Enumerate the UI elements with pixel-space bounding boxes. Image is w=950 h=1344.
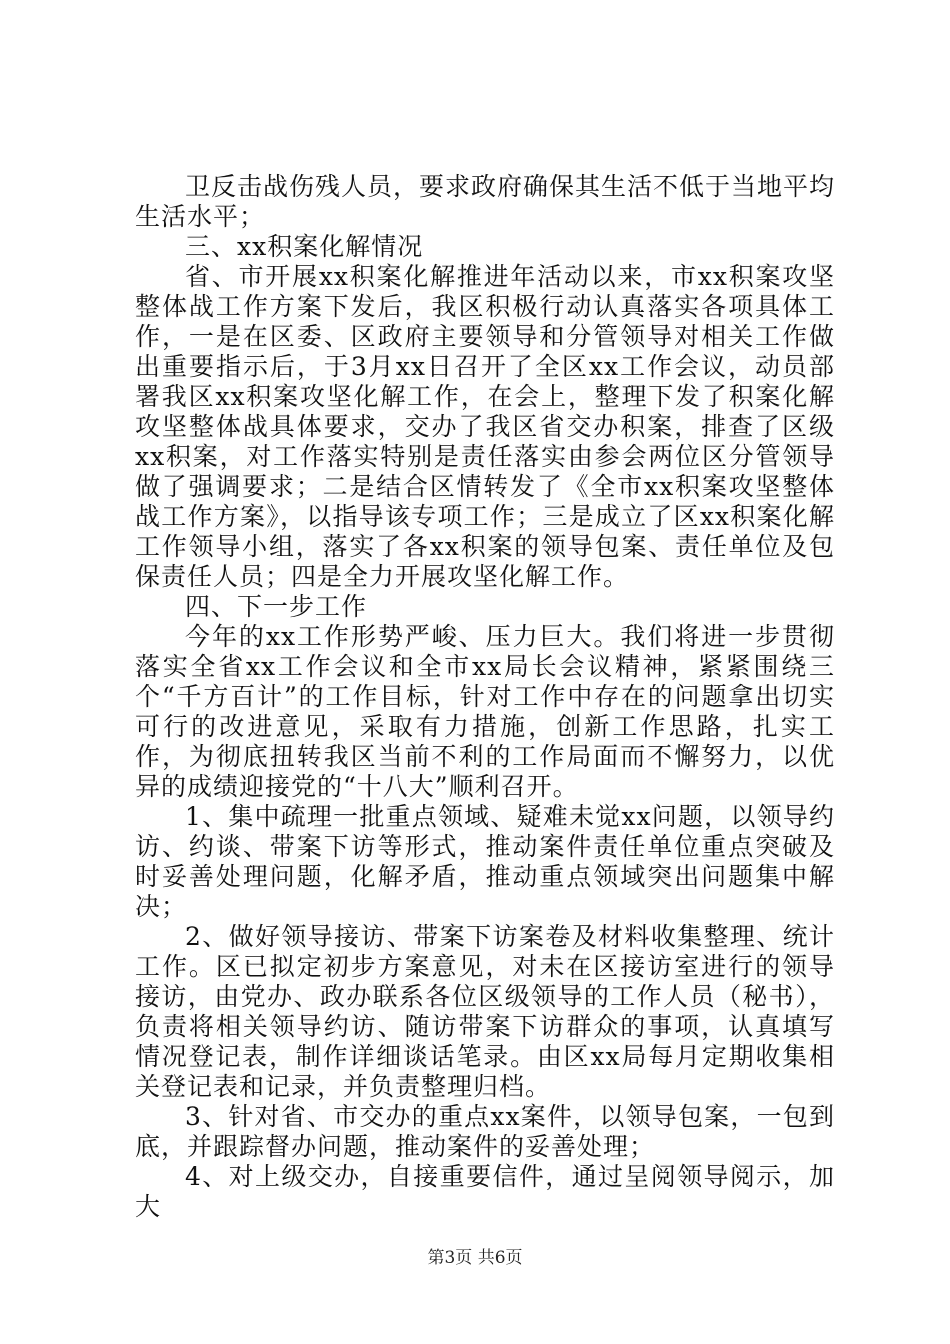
list-item-2: 2、做好领导接访、带案下访案卷及材料收集整理、统计工作。区已拟定初步方案意见，对未在区接访室进行的领导接访，由党办、政办联系各位区级领导的工作人员（秘书），负责将相关领导约访、随访带案下访群众的事项，认真填写情况登记表，制作详细谈话笔录。由区xx局每月定期收集相关登记表和记录，并负责整理归档。 [135,922,835,1101]
paragraph-backlog-cases: 省、市开展xx积案化解推进年活动以来，市xx积案攻坚整体战工作方案下发后，我区积极行动认真落实各项具体工作，一是在区委、区政府主要领导和分管领导对相关工作做出重要指示后，于3月xx日召开了全区xx工作会议，动员部署我区xx积案攻坚化解工作，在会上，整理下发了积案化解攻坚整体战具体要求，交办了我区省交办积案，排查了区级xx积案，对工作落实特别是责任落实由参会两位区分管领导做了强调要求；二是结合区情转发了《全市xx积案攻坚整体战工作方案》，以指导该专项工作；三是成立了区xx积案化解工作领导小组，落实了各xx积案的领导包案、责任单位及包保责任人员；四是全力开展攻坚化解工作。 [135,262,835,591]
section-heading-4: 四、下一步工作 [185,592,368,621]
paragraph-continuation: 卫反击战伤残人员，要求政府确保其生活不低于当地平均生活水平； [135,172,836,231]
page-number-footer: 第3页 共6页 [427,1248,523,1268]
list-item-4: 4、对上级交办，自接重要信件，通过呈阅领导阅示，加大 [135,1162,835,1221]
list-item-1: 1、集中疏理一批重点领域、疑难未觉xx问题，以领导约访、约谈、带案下访等形式，推动案件责任单位重点突破及时妥善处理问题，化解矛盾，推动重点领域突出问题集中解决； [135,802,835,921]
section-heading-3: 三、xx积案化解情况 [185,232,424,261]
document-body [135,172,835,1222]
list-item-3: 3、针对省、市交办的重点xx案件，以领导包案，一包到底，并跟踪督办问题，推动案件的妥善处理； [135,1102,835,1161]
paragraph-next-steps: 今年的xx工作形势严峻、压力巨大。我们将进一步贯彻落实全省xx工作会议和全市xx局长会议精神，紧紧围绕三个“千方百计”的工作目标，针对工作中存在的问题拿出切实可行的改进意见，采取有力措施，创新工作思路，扎实工作，为彻底扭转我区当前不利的工作局面而不懈努力，以优异的成绩迎接党的“十八大”顺利召开。 [135,622,835,801]
